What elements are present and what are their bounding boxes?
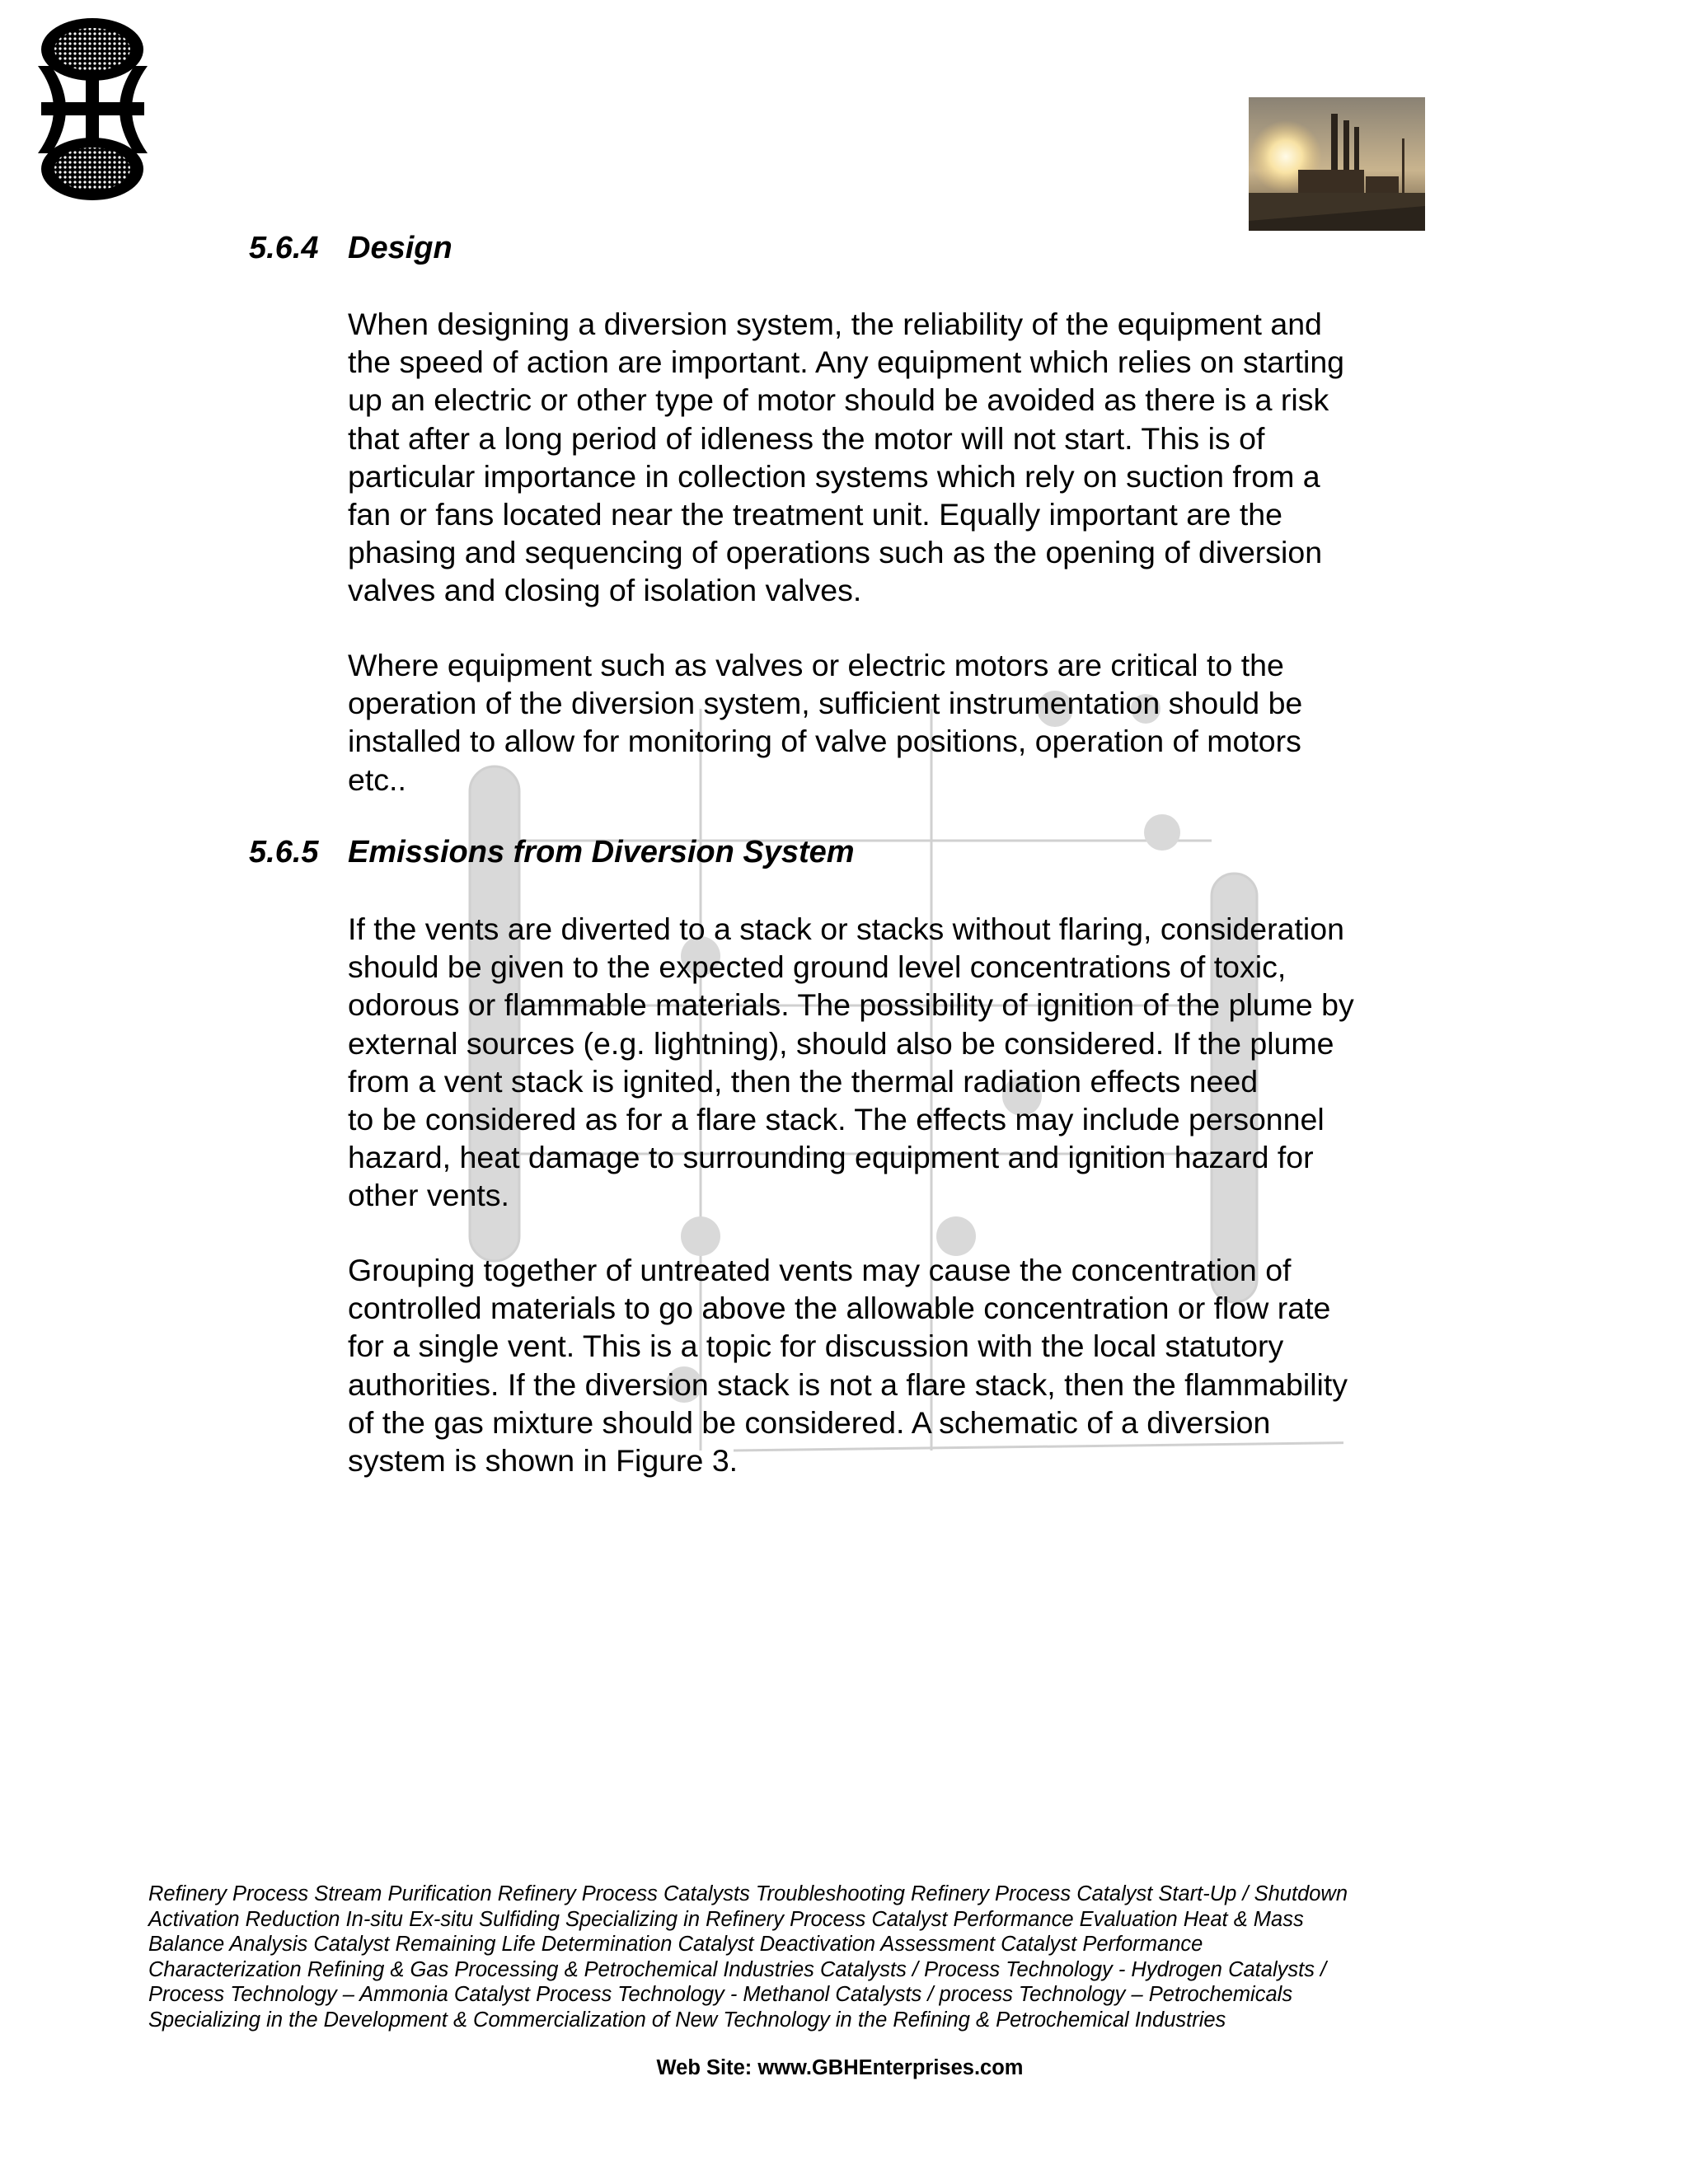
section-heading-emissions [249, 834, 855, 870]
section-title: Design [348, 231, 452, 265]
footer-services-text: Refinery Process Stream Purification Refinery Process Catalysts Troubleshooting Refinery Process Catalyst Start-Up / Shutdown Activation Reduction In-situ Ex-situ Sulfiding Specializing in Refinery Process Catalyst Performance Evaluation Heat & Mass Balance Analysis Catalyst Remaining Life Determination Catalyst Deactivation Assessment Catalyst Performance Characterization Refining & Gas Processing & Petrochemical Industries Catalysts / Process Technology - Hydrogen Catalysts / Process Technology – Ammonia Catalyst Process Technology - Methanol Catalysts / process Technology – Petrochemicals Specializing in the Development & Commercialization of New Technology in the Refining & Petrochemical Industries [148, 1882, 1348, 2032]
gbh-logo-icon [33, 16, 152, 202]
section-title: Emissions from Diversion System [348, 835, 855, 869]
paragraph-design-2: Where equipment such as valves or electric motors are critical to the operation of the diversion system, sufficient instrumentation should be installed to allow for monitoring of valve positions, operation of motors etc.. [348, 648, 1303, 797]
section-number: 5.6.4 [249, 231, 319, 265]
section-number: 5.6.5 [249, 835, 319, 869]
footer-website: Web Site: www.GBHEnterprises.com [656, 2056, 1024, 2079]
section-heading-design [249, 230, 452, 266]
paragraph-emissions-1: If the vents are diverted to a stack or stacks without flaring, consideration should be given to the expected ground level concentrations of toxic, odorous or flammable materials. The possibility of ignition of the plume by external sources (e.g. lightning), should also be considered. If the plume from a vent stack is ignited, then the thermal radiation effects need to be considered as for a flare stack. The effects may include personnel hazard, heat damage to surrounding equipment and ignition hazard for other vents. [348, 912, 1354, 1213]
paragraph-design-1: When designing a diversion system, the reliability of the equipment and the speed of action are important. Any equipment which relies on starting up an electric or other type of motor should be avoided as there is a risk that after a long period of idleness the motor will not start. This is of particular importance in collection systems which rely on suction from a fan or fans located near the treatment unit. Equally important are the phasing and sequencing of operations such as the opening of diversion valves and closing of isolation valves. [348, 307, 1345, 608]
refinery-photo-icon [1249, 97, 1425, 231]
paragraph-emissions-2: Grouping together of untreated vents may cause the concentration of controlled materials to go above the allowable concentration or flow rate for a single vent. This is a topic for discussion with the local statutory authorities. If the diversion stack is not a flare stack, then the flammability of the gas mixture should be considered. A schematic of a diversion system is shown in Figure 3. [348, 1253, 1348, 1479]
